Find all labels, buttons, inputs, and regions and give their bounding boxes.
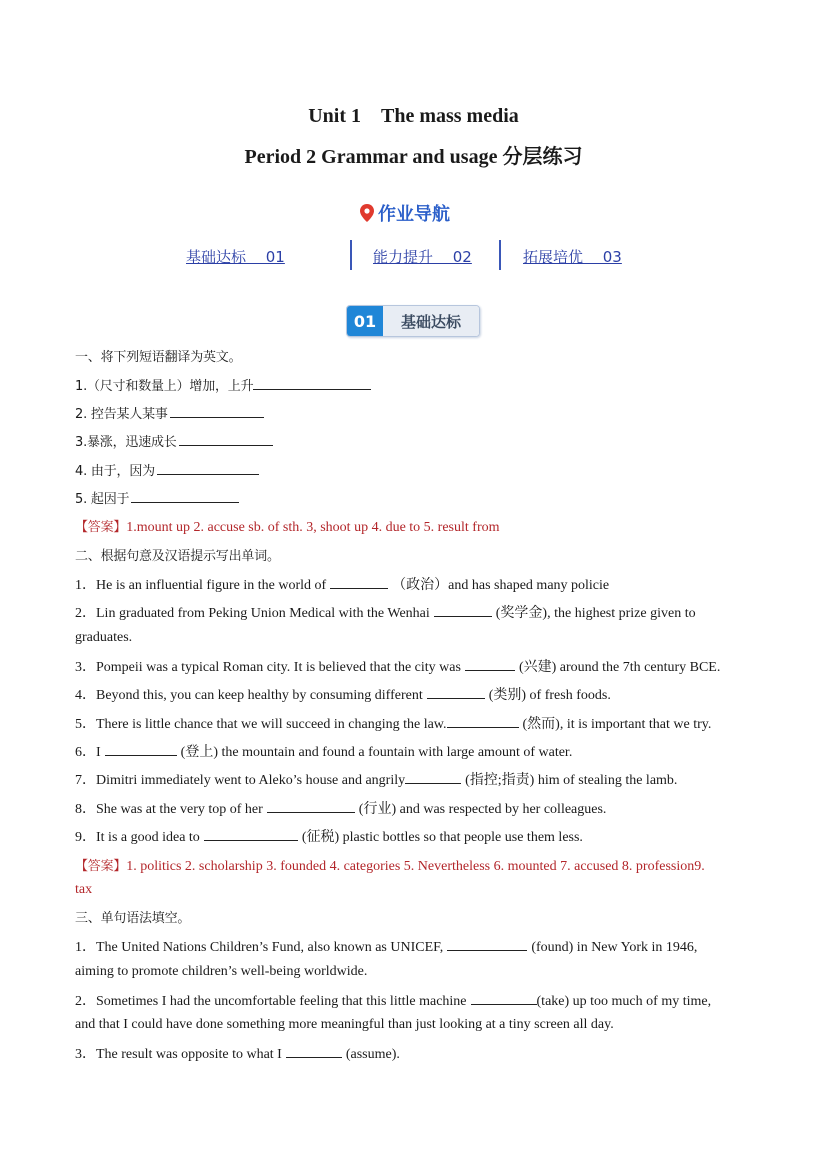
- question: 5．There is little chance that we will succeed in changing the law. (然而), it is important that we try.: [75, 717, 712, 732]
- section3-heading: 三、单句语法填空。: [75, 911, 191, 926]
- nav-link-basic[interactable]: 基础达标 01: [186, 248, 285, 266]
- answer-blank: [253, 377, 371, 390]
- list-item: 5. 起因于: [75, 488, 243, 507]
- section-badge: [346, 305, 480, 337]
- page-title: Unit 1 The mass media: [308, 105, 519, 127]
- question: 8．She was at the very top of her (行业) and was respected by her colleagues.: [75, 802, 607, 817]
- question: 9．It is a good idea to (征税) plastic bottles so that people use them less.: [75, 830, 583, 845]
- nav-divider: [350, 240, 352, 270]
- answer-blank: [179, 433, 273, 446]
- answer-line: 【答案】1. politics 2. scholarship 3. founded 4. categories 5. Nevertheless 6. mounted 7. accused 8. profession9.: [75, 859, 705, 874]
- nav-link-ability[interactable]: 能力提升 02: [373, 248, 472, 266]
- question: 3．Pompeii was a typical Roman city. It is believed that the city was (兴建) around the 7th century BCE.: [75, 660, 721, 675]
- section1-heading: 一、将下列短语翻译为英文。: [75, 350, 242, 365]
- answer-line: 【答案】1.mount up 2. accuse sb. of sth. 3, shoot up 4. due to 5. result from: [75, 520, 500, 535]
- answer-blank: [131, 490, 239, 503]
- question: 2．Sometimes I had the uncomfortable feeling that this little machine (take) up too much of my time,: [75, 994, 712, 1009]
- page-subtitle: Period 2 Grammar and usage 分层练习: [244, 146, 583, 168]
- question-continuation: and that I could have done something more meaningful than just looking at a tiny screen all day.: [75, 1017, 614, 1032]
- answer-continuation: tax: [75, 882, 93, 897]
- badge-number: 01: [347, 306, 383, 336]
- question: 3．The result was opposite to what I (assume).: [75, 1047, 400, 1062]
- question: 7．Dimitri immediately went to Aleko’s house and angrily (指控;指责) him of stealing the lamb.: [75, 773, 678, 788]
- nav-heading-text: 作业导航: [378, 204, 450, 225]
- nav-divider: [499, 240, 501, 270]
- section2-heading: 二、根据句意及汉语提示写出单词。: [75, 549, 280, 564]
- question: 1．He is an influential figure in the world of （政治）and has shaped many policie: [75, 578, 610, 593]
- list-item: 1.（尺寸和数量上）增加，上升: [75, 375, 375, 394]
- location-pin-icon: [360, 204, 374, 222]
- list-item: 3.暴涨，迅速成长: [75, 431, 277, 450]
- question: 4．Beyond this, you can keep healthy by consuming different (类别) of fresh foods.: [75, 688, 611, 703]
- question: 1．The United Nations Children’s Fund, also known as UNICEF, (found) in New York in 1946,: [75, 940, 698, 955]
- answer-blank: [170, 405, 264, 418]
- list-item: 4. 由于，因为: [75, 460, 263, 479]
- question: 2．Lin graduated from Peking Union Medical with the Wenhai (奖学金), the highest prize given to: [75, 606, 696, 621]
- question: 6．I (登上) the mountain and found a fountain with large amount of water.: [75, 745, 573, 760]
- nav-link-extension[interactable]: 拓展培优 03: [523, 248, 622, 266]
- question-continuation: graduates.: [75, 630, 133, 645]
- badge-label: 基础达标: [383, 306, 479, 336]
- answer-blank: [157, 462, 259, 475]
- list-item: 2. 控告某人某事: [75, 403, 268, 422]
- question-continuation: aiming to promote children’s well-being worldwide.: [75, 964, 368, 979]
- homework-nav-heading: [360, 200, 450, 226]
